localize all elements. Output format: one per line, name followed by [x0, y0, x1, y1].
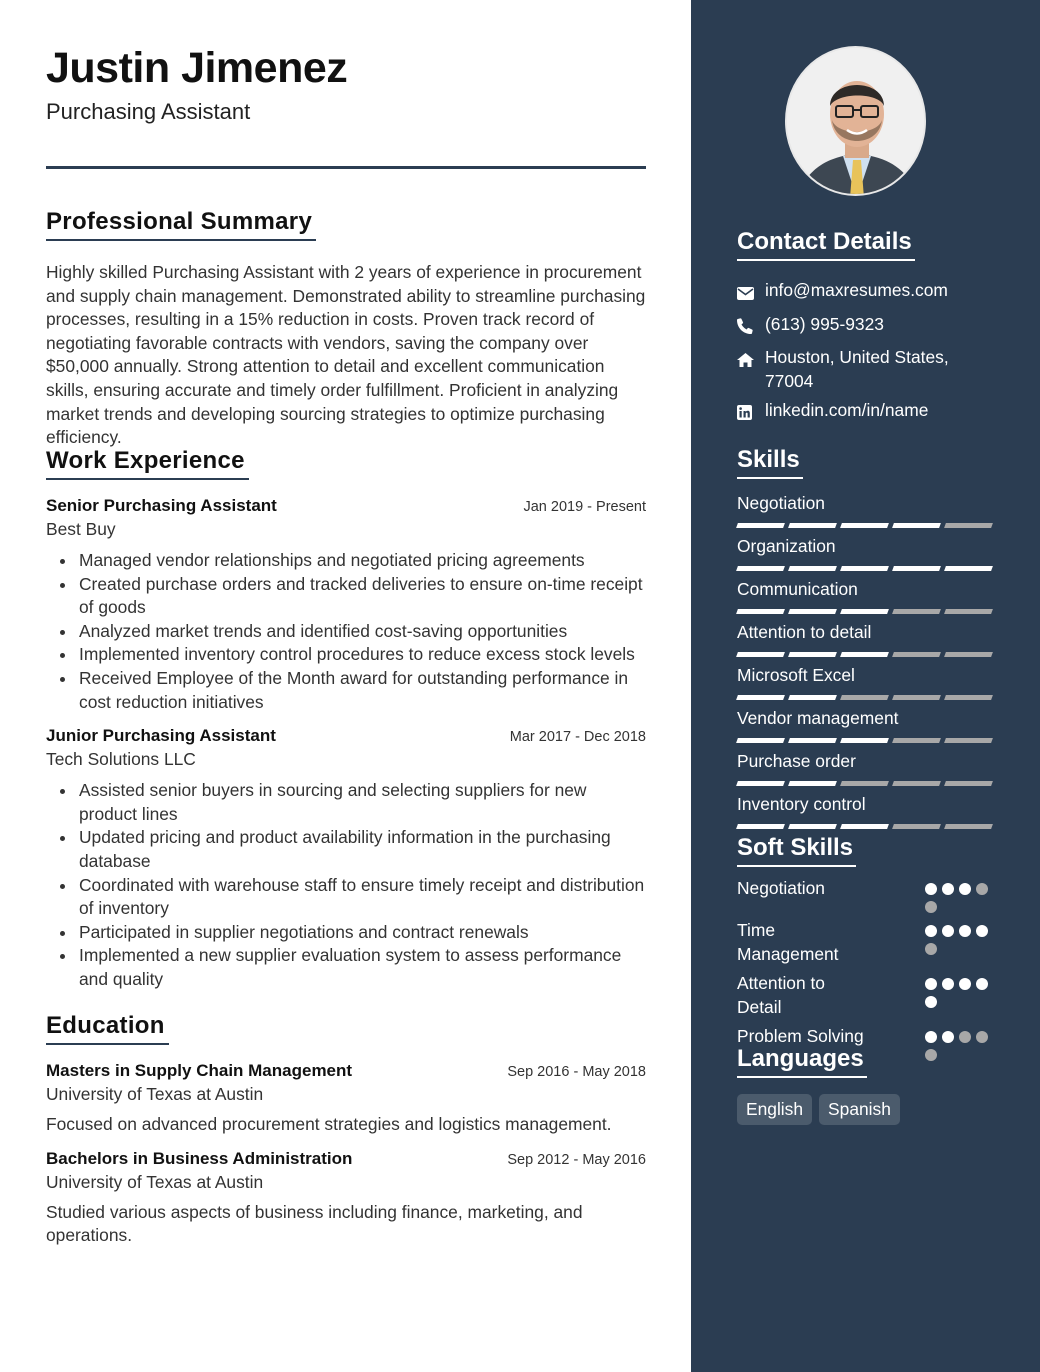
skill-item [737, 665, 997, 708]
soft-skill-rating [925, 972, 997, 1008]
skill-level-segment [788, 738, 837, 743]
soft-skill-item [737, 919, 997, 966]
skill-level-segment [788, 566, 837, 571]
skill-level-segment [840, 824, 889, 829]
contact-email[interactable] [737, 279, 997, 307]
soft-skill-item [737, 877, 997, 913]
envelope-icon [737, 279, 765, 307]
list-item: Updated pricing and product availability information in the purchasing database [46, 826, 646, 873]
linkedin-icon [737, 399, 765, 427]
skill-level-segment [892, 695, 941, 700]
skill-level-segment [736, 566, 785, 571]
skill-level-segment [892, 523, 941, 528]
list-item: Participated in supplier negotiations and contract renewals [46, 921, 646, 945]
rating-dot [942, 978, 954, 990]
list-item: Assisted senior buyers in sourcing and selecting suppliers for new product lines [46, 779, 646, 826]
skill-level-segment [840, 781, 889, 786]
skills-list [737, 493, 997, 837]
skill-item [737, 493, 997, 536]
skill-level-segment [788, 824, 837, 829]
list-item: Coordinated with warehouse staff to ensure timely receipt and distribution of inventory [46, 874, 646, 921]
contact-phone[interactable] [737, 313, 997, 341]
skill-level-segment [736, 781, 785, 786]
skill-name: Inventory control [737, 794, 866, 814]
skill-item [737, 708, 997, 751]
home-icon [737, 346, 765, 374]
contact-section [737, 228, 997, 433]
skill-level-segment [736, 738, 785, 743]
list-item: Managed vendor relationships and negotiated pricing agreements [46, 549, 646, 573]
skill-level-segment [788, 695, 837, 700]
experience-section [46, 447, 646, 992]
job-company: Best Buy [46, 519, 116, 539]
job-company: Tech Solutions LLC [46, 749, 196, 770]
rating-dot [925, 901, 937, 913]
skills-heading: Skills [737, 446, 803, 479]
skill-item [737, 622, 997, 665]
skill-level-segment [840, 609, 889, 614]
school-name: University of Texas at Austin [46, 1171, 264, 1192]
skill-item [737, 794, 997, 837]
rating-dot [959, 883, 971, 895]
phone-text: (613) 995-9323 [765, 313, 884, 334]
list-item: Implemented inventory control procedures to reduce excess stock levels [46, 643, 646, 667]
education-heading: Education [46, 1012, 169, 1045]
rating-dot [925, 978, 937, 990]
skill-level-bar [737, 695, 997, 700]
job-date: Mar 2017 - Dec 2018 [509, 729, 646, 746]
job-entry [46, 726, 646, 991]
skill-level-bar [737, 738, 997, 743]
email-text: info@maxresumes.com [765, 280, 948, 300]
languages-heading: Languages [737, 1045, 867, 1078]
skill-level-segment [892, 781, 941, 786]
skill-level-segment [892, 652, 941, 657]
rating-dot [925, 883, 937, 895]
rating-dot [942, 1031, 954, 1043]
education-description: Focused on advanced procurement strategies and logistics management. [46, 1114, 612, 1134]
education-date: Sep 2012 - May 2016 [507, 1151, 646, 1168]
skill-level-segment [788, 609, 837, 614]
job-bullets [46, 779, 646, 991]
education-description: Studied various aspects of business including finance, marketing, and operations. [46, 1201, 583, 1246]
skill-level-segment [892, 566, 941, 571]
education-section [46, 1012, 646, 1248]
summary-section [46, 208, 646, 450]
skill-level-bar [737, 824, 997, 829]
skill-name: Microsoft Excel [737, 665, 855, 685]
sidebar [691, 0, 1040, 1372]
summary-text: Highly skilled Purchasing Assistant with 2 years of experience in procurement and supply chain management. Demonstrated ability to streamline purchasing processes, resulting in a 15% reduction in costs. Proven track record of negotiating favorable contracts with vendors, saving the company over $50,000 annually. Strong attention to detail and excellent communication skills, ensuring accurate and timely order fulfillment. Proficient in analyzing market trends and developing sourcing strategies to optimize purchasing efficiency. [46, 262, 646, 448]
skill-level-segment [944, 738, 993, 743]
education-entry [46, 1061, 646, 1137]
skill-level-segment [892, 824, 941, 829]
skill-level-segment [840, 566, 889, 571]
skill-level-segment [788, 523, 837, 528]
candidate-name: Justin Jimenez [46, 44, 348, 92]
skill-level-segment [944, 695, 993, 700]
rating-dot [959, 978, 971, 990]
degree-title: Masters in Supply Chain Management [46, 1061, 353, 1080]
job-entry [46, 496, 646, 714]
soft-skills-heading: Soft Skills [737, 834, 856, 867]
skill-level-segment [944, 609, 993, 614]
skill-level-segment [788, 781, 837, 786]
rating-dot [976, 883, 988, 895]
soft-skill-name: Problem Solving [737, 1026, 864, 1047]
skill-level-bar [737, 652, 997, 657]
skill-level-segment [840, 652, 889, 657]
skill-name: Negotiation [737, 493, 825, 513]
job-role: Junior Purchasing Assistant [46, 726, 276, 746]
skill-name: Purchase order [737, 751, 856, 771]
rating-dot [925, 1031, 937, 1043]
contact-location [737, 346, 997, 393]
language-pill-english: English [737, 1094, 812, 1125]
skill-level-segment [840, 695, 889, 700]
skill-level-segment [736, 652, 785, 657]
list-item: Analyzed market trends and identified cost-saving opportunities [46, 620, 646, 644]
soft-skill-item [737, 972, 997, 1019]
avatar [787, 48, 926, 196]
phone-icon [737, 313, 765, 341]
skill-level-segment [944, 523, 993, 528]
skill-level-segment [736, 824, 785, 829]
rating-dot [925, 943, 937, 955]
rating-dot [959, 1031, 971, 1043]
job-date: Jan 2019 - Present [523, 499, 646, 515]
job-bullets [46, 549, 646, 714]
education-entry [46, 1149, 646, 1248]
rating-dot [925, 996, 937, 1008]
location-text: Houston, United States, 77004 [765, 347, 949, 391]
soft-skill-rating [925, 919, 997, 955]
skill-level-segment [892, 738, 941, 743]
skill-level-segment [944, 824, 993, 829]
header-divider [46, 166, 646, 169]
skill-level-segment [944, 652, 993, 657]
education-date: Sep 2016 - May 2018 [507, 1064, 646, 1080]
skill-item [737, 579, 997, 622]
rating-dot [976, 1031, 988, 1043]
skill-name: Communication [737, 579, 858, 599]
soft-skill-name: Attention to Detail [737, 973, 825, 1017]
experience-heading: Work Experience [46, 447, 249, 480]
skill-level-segment [788, 652, 837, 657]
soft-skills-list [737, 877, 997, 1061]
contact-heading: Contact Details [737, 228, 915, 261]
rating-dot [976, 925, 988, 937]
soft-skills-section [737, 834, 997, 1067]
degree-title: Bachelors in Business Administration [46, 1148, 353, 1168]
skill-level-segment [944, 781, 993, 786]
skill-level-segment [736, 609, 785, 614]
list-item: Received Employee of the Month award for outstanding performance in cost reduction initiatives [46, 667, 646, 714]
summary-heading: Professional Summary [46, 208, 316, 241]
skill-level-segment [944, 566, 993, 571]
skill-level-segment [840, 738, 889, 743]
language-pill-spanish: Spanish [819, 1094, 900, 1125]
skill-level-segment [736, 523, 785, 528]
candidate-title: Purchasing Assistant [46, 99, 251, 124]
list-item: Implemented a new supplier evaluation system to assess performance and quality [46, 944, 646, 991]
school-name: University of Texas at Austin [46, 1084, 264, 1104]
list-item: Created purchase orders and tracked deliveries to ensure on-time receipt of goods [46, 573, 646, 620]
skill-level-segment [840, 523, 889, 528]
languages-section [737, 1045, 997, 1125]
skill-level-segment [892, 609, 941, 614]
profile-photo [785, 46, 926, 196]
skill-level-bar [737, 781, 997, 786]
skill-name: Vendor management [737, 708, 899, 728]
rating-dot [942, 925, 954, 937]
skill-level-bar [737, 609, 997, 614]
rating-dot [925, 925, 937, 937]
skill-item [737, 751, 997, 794]
soft-skill-name: Negotiation [737, 878, 825, 898]
soft-skill-name: Time Management [737, 920, 839, 964]
linkedin-text: linkedin.com/in/name [765, 400, 929, 421]
skill-item [737, 536, 997, 579]
contact-linkedin[interactable] [737, 399, 997, 427]
skill-level-segment [736, 695, 785, 700]
job-role: Senior Purchasing Assistant [46, 496, 277, 515]
language-list [737, 1094, 997, 1125]
rating-dot [942, 883, 954, 895]
skill-name: Organization [737, 536, 836, 556]
rating-dot [959, 925, 971, 937]
skill-level-bar [737, 523, 997, 528]
rating-dot [976, 978, 988, 990]
skills-section [737, 446, 997, 837]
soft-skill-rating [925, 877, 997, 913]
skill-level-bar [737, 566, 997, 571]
skill-name: Attention to detail [737, 622, 872, 642]
